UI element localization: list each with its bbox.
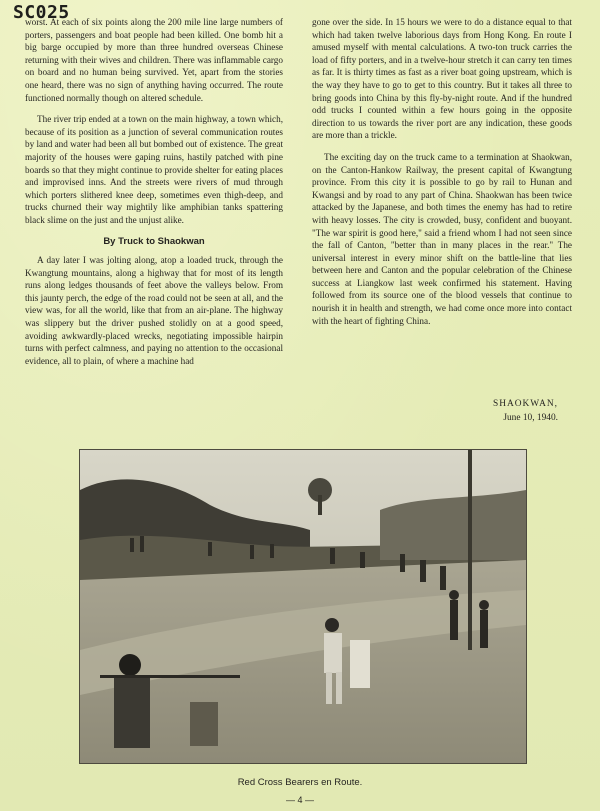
- left-paragraph-1: worst. At each of six points along the 200 mile line large numbers of porters, passengers and boat people had been killed. One bomb hit a big barge occupied by more than three hundred overseas Chinese returning with their wives and children. There was inflammable cargo on board and no human being survived. Yet, apart from the stories one heard, there was no sign of anything having occurred. The route functioned normally though on altered schedule.: [25, 17, 283, 103]
- right-paragraph-1: gone over the side. In 15 hours we were to do a distance equal to that which had taken twelve laborious days from Hong Kong. En route I amused myself with mental calculations. A two-ton truck carries the load of fifty porters, and in a twelve-hour stretch it can carry ten times as far. It is thirty times as fast as a river boat going upstream, which is the way they have to go to get to this country. But it takes all three to bring goods into China by this fly-by-night route. And if the hundred odd trucks I counted within a few hours going in the opposite direction to us towards the river port are any indication, these goods are more than a trickle.: [312, 17, 572, 141]
- photo-caption: Red Cross Bearers en Route.: [237, 777, 363, 788]
- signoff: [493, 397, 558, 425]
- page-number: — 4 —: [285, 795, 314, 805]
- archive-code: SC025: [13, 2, 70, 23]
- left-column: [25, 16, 283, 376]
- section-subheading: By Truck to Shaokwan: [103, 235, 205, 247]
- right-column: [312, 16, 572, 336]
- left-paragraph-2: The river trip ended at a town on the main highway, a town which, because of its position as a junction of several communication routes by land and water had been all but bombed out of existence. The great majority of the houses were gaping ruins, hastily patched with pine boards so that they might continue to provide shelter for eating places and improvised inns. And the streets were rivers of mud through which porters slithered knee deep, sometimes even thigh-deep, and trucks churned their way mightily like amphibian tanks spattering black slime on the just and the unjust alike.: [25, 114, 284, 225]
- photo-illustration: [80, 450, 526, 763]
- photograph-red-cross-bearers: [79, 449, 527, 764]
- left-paragraph-3: A day later I was jolting along, atop a loaded truck, through the Kwangtung mountains, along a highway that for most of its length runs along ledges thousands of feet above the valleys below. From this jaunty perch, the edge of the road could not be seen at all, and the view was, for all the world, like that from an air-plane. The highway was slippery but the driver pushed stolidly on at a good speed, avoiding awkwardly-placed wrecks, negotiating impossible hairpin turns with perfect calmness, and paying no attention to the occasional evidence, all to plain, of where a machine had: [25, 255, 283, 366]
- signoff-place: SHAOKWAN,: [493, 399, 558, 409]
- signoff-date: June 10, 1940.: [503, 413, 558, 423]
- right-paragraph-2: The exciting day on the truck came to a termination at Shaokwan, on the Canton-Hankow Railway, the present capital of Kwangtung province. From this city it is possible to go by rail to Hunan and Kwangsi and by road to any part of China. Shaokwan has been twice attacked by the Japanese, and both times the enemy has had to retire with heavy losses. The city is crowded, busy, confident and buoyant. "The war spirit is good here," said a friend whom I had not seen since the fall of Canton, "better than in many places in the rear." The universal interest in every minor shift on the battle-line that lies between here and Canton and the popular celebration of the Chinese success at Liangkow last week confirmed his statement. Having followed from its source one of the blood vessels that continue to nourish it in health and strength, we had come once more into contact with the heart of fighting China.: [312, 151, 572, 326]
